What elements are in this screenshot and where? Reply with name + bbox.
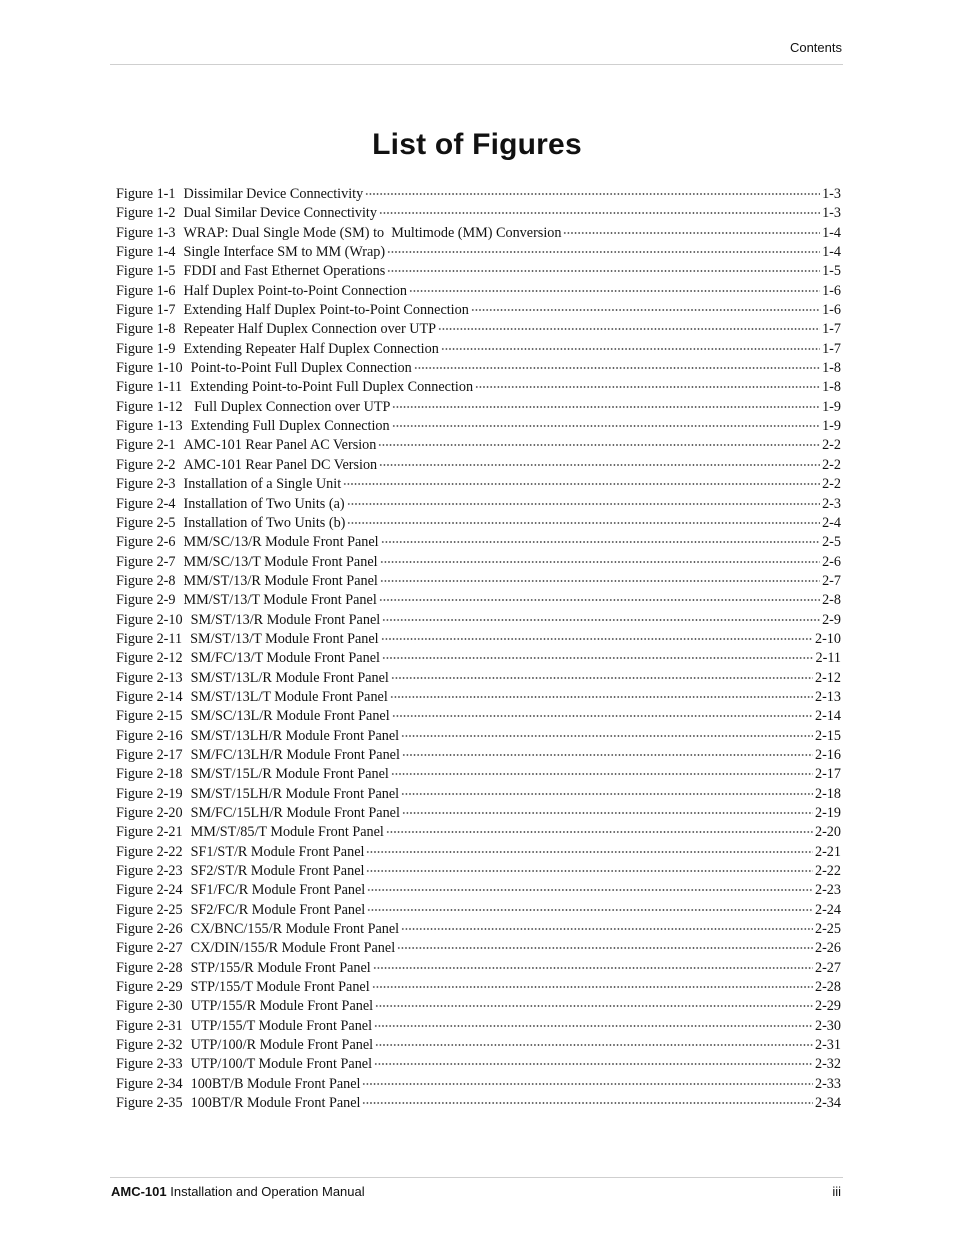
figure-page-number: 2-30 (814, 1017, 841, 1034)
figure-title: SM/ST/13/T Module Front Panel (190, 630, 379, 647)
figure-title: SF1/ST/R Module Front Panel (190, 843, 365, 860)
list-item[interactable] (116, 204, 841, 223)
list-item[interactable] (116, 553, 841, 572)
figure-page-number: 2-2 (822, 437, 841, 454)
dot-leader (347, 522, 820, 524)
list-item[interactable] (116, 243, 841, 262)
list-item[interactable] (116, 649, 841, 668)
figure-number: Figure 2-16 (116, 727, 183, 744)
figure-title: UTP/155/T Module Front Panel (190, 1017, 373, 1034)
figure-number: Figure 2-13 (116, 669, 183, 686)
list-item[interactable] (116, 901, 841, 920)
dot-leader (375, 1005, 813, 1007)
figure-title: SM/FC/15LH/R Module Front Panel (190, 805, 400, 821)
dot-leader (373, 967, 813, 969)
figure-title: Point-to-Point Full Duplex Connection (190, 360, 412, 377)
dot-leader (380, 580, 820, 582)
list-item[interactable] (116, 224, 841, 243)
page-header (110, 38, 843, 65)
figure-number: Figure 1-4 (116, 244, 176, 261)
figure-title: SM/ST/15LH/R Module Front Panel (190, 785, 400, 802)
dot-leader (387, 251, 820, 253)
figure-number: Figure 2-9 (116, 592, 176, 609)
dot-leader (392, 406, 820, 408)
figure-number: Figure 2-35 (116, 1095, 183, 1112)
figure-page-number: 2-10 (814, 630, 841, 647)
dot-leader (362, 1083, 813, 1085)
list-item[interactable] (116, 959, 841, 978)
figure-page-number: 2-6 (822, 553, 841, 570)
figure-page-number: 1-3 (822, 186, 841, 202)
figure-title: 100BT/B Module Front Panel (190, 1075, 361, 1092)
figure-title: Extending Repeater Half Duplex Connection (183, 340, 439, 357)
figure-number: Figure 2-30 (116, 998, 183, 1015)
figure-title: MM/ST/13/R Module Front Panel (183, 572, 378, 589)
figure-number: Figure 1-2 (116, 205, 176, 222)
figure-title: UTP/155/R Module Front Panel (190, 998, 374, 1015)
figure-title: Half Duplex Point-to-Point Connection (183, 282, 407, 299)
figure-number: Figure 2-28 (116, 959, 183, 976)
figure-page-number: 1-9 (822, 418, 841, 435)
figure-page-number: 2-5 (822, 534, 841, 551)
list-item[interactable] (116, 572, 841, 591)
list-item[interactable] (116, 1055, 841, 1074)
list-item[interactable] (116, 1094, 841, 1113)
figure-title: SF2/FC/R Module Front Panel (190, 901, 366, 918)
dot-leader (414, 367, 820, 369)
header-section-label: Contents (789, 40, 842, 55)
list-item[interactable] (116, 591, 841, 610)
figure-number: Figure 2-33 (116, 1056, 183, 1073)
dot-leader (374, 1063, 813, 1065)
figure-number: Figure 2-12 (116, 650, 183, 667)
list-item[interactable] (116, 843, 841, 862)
figure-number: Figure 2-19 (116, 785, 183, 802)
figure-number: Figure 2-14 (116, 688, 183, 705)
dot-leader (397, 947, 813, 949)
list-item[interactable] (116, 765, 841, 784)
figure-number: Figure 1-1 (116, 186, 176, 202)
figure-page-number: 2-7 (822, 572, 841, 589)
dot-leader (402, 754, 813, 756)
figure-number: Figure 2-24 (116, 882, 183, 899)
figure-title: 100BT/R Module Front Panel (190, 1095, 361, 1112)
list-item[interactable] (116, 185, 841, 204)
list-item[interactable] (116, 707, 841, 726)
list-item[interactable] (116, 282, 841, 301)
figure-title: MM/SC/13/R Module Front Panel (183, 534, 379, 551)
figure-page-number: 2-9 (822, 611, 841, 628)
figure-page-number: 2-11 (815, 650, 841, 667)
figure-number: Figure 2-22 (116, 843, 183, 860)
figure-title: STP/155/T Module Front Panel (190, 979, 370, 996)
list-item[interactable] (116, 997, 841, 1016)
figure-number: Figure 2-26 (116, 921, 183, 938)
list-item[interactable] (116, 262, 841, 281)
figure-title: SM/ST/13L/T Module Front Panel (190, 688, 388, 705)
figure-number: Figure 1-9 (116, 340, 176, 357)
list-item[interactable] (116, 630, 841, 649)
figure-title: AMC-101 Rear Panel AC Version (183, 437, 377, 454)
list-item[interactable] (116, 862, 841, 881)
figure-number: Figure 1-11 (116, 379, 183, 396)
page-title: List of Figures (372, 128, 582, 161)
dot-leader (367, 889, 813, 891)
figure-number: Figure 2-7 (116, 553, 176, 570)
figure-number: Figure 1-5 (116, 263, 176, 280)
figure-page-number: 2-15 (814, 727, 841, 744)
figure-page-number: 2-18 (814, 785, 841, 802)
list-item[interactable] (116, 1075, 841, 1094)
list-item[interactable] (116, 436, 841, 455)
dot-leader (381, 638, 813, 640)
figure-page-number: 2-4 (822, 514, 841, 531)
dot-leader (392, 425, 820, 427)
list-item[interactable] (116, 417, 841, 436)
figure-title: SF1/FC/R Module Front Panel (190, 882, 366, 899)
figure-title: SM/FC/13/T Module Front Panel (190, 650, 380, 667)
figure-title: SM/ST/13L/R Module Front Panel (190, 669, 389, 686)
list-item[interactable] (116, 475, 841, 494)
list-item[interactable] (116, 456, 841, 475)
list-item[interactable] (116, 978, 841, 997)
list-item[interactable] (116, 688, 841, 707)
figure-page-number: 1-8 (822, 360, 841, 377)
figure-title: Dual Similar Device Connectivity (183, 205, 377, 222)
figure-page-number: 2-2 (822, 476, 841, 493)
figure-number: Figure 2-29 (116, 979, 183, 996)
dot-leader (381, 541, 820, 543)
figure-page-number: 1-4 (822, 244, 841, 261)
dot-leader (372, 986, 813, 988)
footer-page-number: iii (832, 1184, 841, 1199)
figure-page-number: 2-26 (814, 940, 841, 957)
dot-leader (392, 715, 813, 717)
list-item[interactable] (116, 533, 841, 552)
dot-leader (401, 928, 813, 930)
dot-leader (402, 812, 813, 814)
dot-leader (365, 193, 820, 195)
figure-number: Figure 2-11 (116, 630, 183, 647)
figure-title: FDDI and Fast Ethernet Operations (183, 263, 386, 280)
figure-page-number: 2-19 (814, 805, 841, 821)
figure-page-number: 2-31 (814, 1037, 841, 1054)
figure-page-number: 2-27 (814, 959, 841, 976)
dot-leader (379, 464, 820, 466)
figure-page-number: 1-7 (822, 340, 841, 357)
figure-page-number: 2-32 (814, 1056, 841, 1073)
list-item[interactable] (116, 823, 841, 842)
list-item[interactable] (116, 785, 841, 804)
figure-number: Figure 2-25 (116, 901, 183, 918)
figure-number: Figure 1-10 (116, 360, 183, 377)
figure-number: Figure 2-31 (116, 1017, 183, 1034)
figure-page-number: 1-4 (822, 224, 841, 241)
dot-leader (471, 309, 820, 311)
dot-leader (475, 386, 820, 388)
list-item[interactable] (116, 359, 841, 378)
dot-leader (379, 599, 820, 601)
figure-title: Dissimilar Device Connectivity (183, 186, 364, 202)
figure-title: Full Duplex Connection over UTP (190, 398, 391, 415)
figure-number: Figure 2-21 (116, 824, 183, 841)
figure-number: Figure 2-23 (116, 863, 183, 880)
list-item[interactable] (116, 746, 841, 765)
dot-leader (380, 561, 821, 563)
figure-number: Figure 2-3 (116, 476, 176, 493)
dot-leader (438, 328, 820, 330)
figure-number: Figure 2-34 (116, 1075, 183, 1092)
dot-leader (382, 619, 820, 621)
figure-number: Figure 2-18 (116, 766, 183, 783)
list-item[interactable] (116, 320, 841, 339)
list-of-figures (116, 185, 841, 1114)
figure-title: MM/ST/85/T Module Front Panel (190, 824, 384, 841)
dot-leader (401, 735, 813, 737)
footer-manual-name: Installation and Operation Manual (166, 1184, 365, 1199)
figure-page-number: 2-28 (814, 979, 841, 996)
figure-page-number: 2-29 (814, 998, 841, 1015)
list-item[interactable] (116, 398, 841, 417)
dot-leader (563, 232, 820, 234)
figure-page-number: 2-17 (814, 766, 841, 783)
list-item[interactable] (116, 939, 841, 958)
figure-page-number: 2-14 (814, 708, 841, 725)
figure-page-number: 2-21 (814, 843, 841, 860)
figure-title: Installation of Two Units (b) (183, 514, 346, 531)
figure-title: SM/ST/15L/R Module Front Panel (190, 766, 389, 783)
figure-page-number: 2-16 (814, 746, 841, 763)
dot-leader (391, 773, 813, 775)
footer-manual-title (111, 1184, 365, 1199)
figure-page-number: 2-13 (814, 688, 841, 705)
figure-number: Figure 1-13 (116, 418, 183, 435)
dot-leader (387, 270, 820, 272)
figure-number: Figure 2-5 (116, 514, 176, 531)
figure-title: MM/SC/13/T Module Front Panel (183, 553, 378, 570)
dot-leader (441, 348, 820, 350)
list-item[interactable] (116, 1036, 841, 1055)
figure-number: Figure 2-8 (116, 572, 176, 589)
list-item[interactable] (116, 340, 841, 359)
dot-leader (366, 870, 813, 872)
page-footer (110, 1177, 843, 1208)
figure-number: Figure 2-6 (116, 534, 176, 551)
figure-number: Figure 2-17 (116, 746, 183, 763)
dot-leader (391, 677, 813, 679)
list-item[interactable] (116, 1017, 841, 1036)
figure-number: Figure 1-6 (116, 282, 176, 299)
dot-leader (409, 290, 820, 292)
list-item[interactable] (116, 804, 841, 823)
dot-leader (390, 696, 813, 698)
figure-number: Figure 2-1 (116, 437, 176, 454)
figure-title: SM/ST/13LH/R Module Front Panel (190, 727, 400, 744)
figure-page-number: 1-6 (822, 282, 841, 299)
dot-leader (347, 503, 820, 505)
figure-title: SM/SC/13L/R Module Front Panel (190, 708, 390, 725)
dot-leader (374, 1025, 813, 1027)
figure-number: Figure 2-27 (116, 940, 183, 957)
figure-page-number: 2-25 (814, 921, 841, 938)
figure-title: Extending Point-to-Point Full Duplex Connection (190, 379, 474, 396)
figure-page-number: 1-9 (822, 398, 841, 415)
figure-page-number: 2-23 (814, 882, 841, 899)
figure-title: Extending Half Duplex Point-to-Point Connection (183, 302, 469, 319)
figure-title: Installation of a Single Unit (183, 476, 342, 493)
list-item[interactable] (116, 611, 841, 630)
figure-title: SM/ST/13/R Module Front Panel (190, 611, 381, 628)
dot-leader (375, 1044, 813, 1046)
list-item[interactable] (116, 378, 841, 397)
list-item[interactable] (116, 495, 841, 514)
figure-number: Figure 2-20 (116, 805, 183, 821)
figure-title: STP/155/R Module Front Panel (190, 959, 371, 976)
list-item[interactable] (116, 514, 841, 533)
figure-page-number: 2-12 (814, 669, 841, 686)
dot-leader (386, 831, 813, 833)
figure-title: SM/FC/13LH/R Module Front Panel (190, 746, 400, 763)
dot-leader (367, 909, 813, 911)
figure-page-number: 2-34 (814, 1095, 841, 1112)
figure-number: Figure 1-7 (116, 302, 176, 319)
dot-leader (343, 483, 820, 485)
dot-leader (362, 1102, 813, 1104)
figure-number: Figure 1-3 (116, 224, 176, 241)
figure-number: Figure 1-8 (116, 321, 176, 338)
figure-title: CX/BNC/155/R Module Front Panel (190, 921, 400, 938)
figure-title: Extending Full Duplex Connection (190, 418, 390, 435)
footer-product-name: AMC-101 (111, 1184, 167, 1199)
figure-title: Single Interface SM to MM (Wrap) (183, 244, 386, 261)
list-item[interactable] (116, 727, 841, 746)
list-item[interactable] (116, 920, 841, 939)
figure-page-number: 2-33 (814, 1075, 841, 1092)
figure-title: UTP/100/R Module Front Panel (190, 1037, 374, 1054)
figure-title: Installation of Two Units (a) (183, 495, 345, 512)
figure-title: SF2/ST/R Module Front Panel (190, 863, 365, 880)
figure-page-number: 2-20 (814, 824, 841, 841)
figure-number: Figure 2-15 (116, 708, 183, 725)
figure-page-number: 2-2 (822, 456, 841, 473)
list-item[interactable] (116, 301, 841, 320)
dot-leader (366, 851, 813, 853)
dot-leader (379, 212, 820, 214)
figure-page-number: 1-6 (822, 302, 841, 319)
list-item[interactable] (116, 669, 841, 688)
figure-number: Figure 2-10 (116, 611, 183, 628)
figure-number: Figure 2-4 (116, 495, 176, 512)
list-item[interactable] (116, 881, 841, 900)
figure-page-number: 1-3 (822, 205, 841, 222)
figure-page-number: 2-24 (814, 901, 841, 918)
figure-title: WRAP: Dual Single Mode (SM) to Multimode (MM) Conversion (183, 224, 562, 241)
figure-number: Figure 1-12 (116, 398, 183, 415)
dot-leader (378, 444, 820, 446)
figure-number: Figure 2-2 (116, 456, 176, 473)
figure-page-number: 2-8 (822, 592, 841, 609)
figure-page-number: 2-22 (814, 863, 841, 880)
figure-page-number: 2-3 (822, 495, 841, 512)
figure-title: AMC-101 Rear Panel DC Version (183, 456, 378, 473)
figure-title: Repeater Half Duplex Connection over UTP (183, 321, 437, 338)
dot-leader (382, 657, 814, 659)
figure-number: Figure 2-32 (116, 1037, 183, 1054)
figure-title: UTP/100/T Module Front Panel (190, 1056, 373, 1073)
figure-title: CX/DIN/155/R Module Front Panel (190, 940, 396, 957)
figure-page-number: 1-5 (822, 263, 841, 280)
figure-title: MM/ST/13/T Module Front Panel (183, 592, 377, 609)
dot-leader (401, 793, 813, 795)
figure-page-number: 1-8 (822, 379, 841, 396)
figure-page-number: 1-7 (822, 321, 841, 338)
